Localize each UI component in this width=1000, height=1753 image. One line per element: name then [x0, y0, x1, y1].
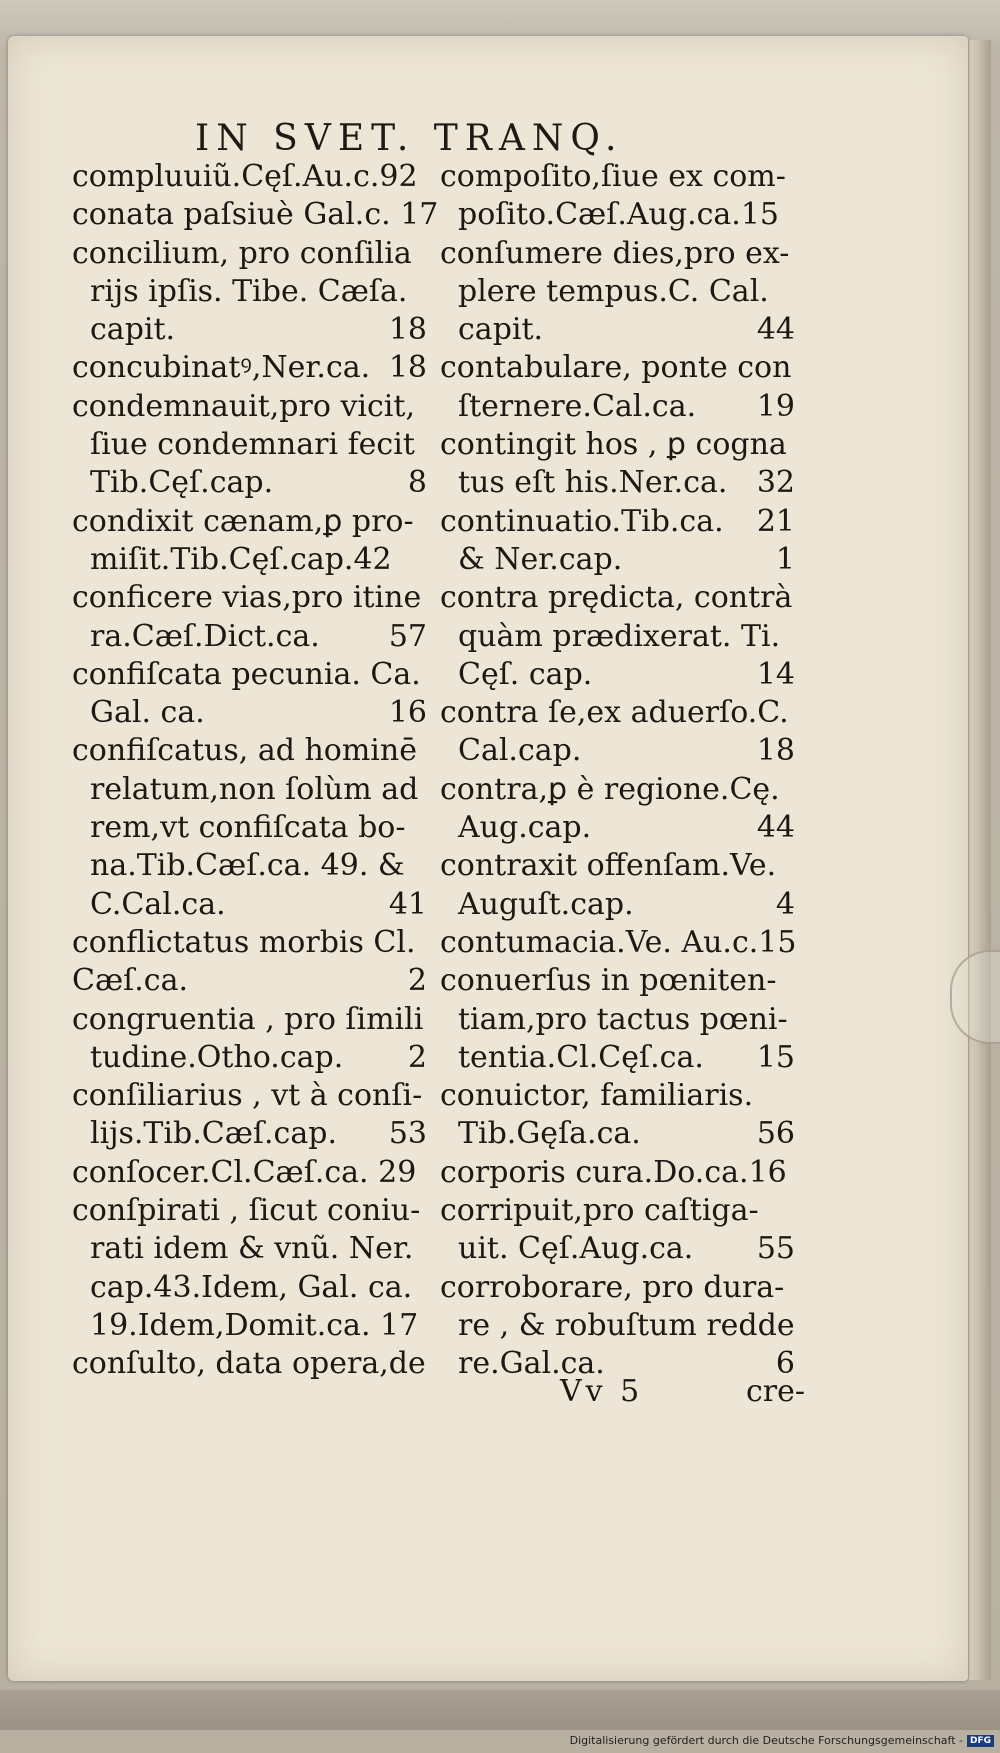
index-entry-line [440, 235, 795, 273]
running-header-text: IN SVET. TRANQ. [195, 118, 624, 159]
entry-text: conſumere dies,pro ex- [440, 235, 790, 271]
entry-text: tiam,pro tactus pœni- [458, 1001, 788, 1037]
dfg-logo: DFG [967, 1735, 994, 1747]
index-entry-line [440, 886, 795, 924]
index-entry-line [440, 618, 795, 656]
index-entry-line [440, 349, 795, 387]
index-entry-line [440, 426, 795, 464]
entry-text: Auguſt.cap. [458, 886, 634, 922]
index-entry-line [72, 273, 427, 311]
index-entry-line [440, 1077, 795, 1115]
entry-text: lijs.Tib.Cæſ.cap. [90, 1116, 337, 1152]
index-entry-line [72, 1115, 427, 1153]
entry-text: quàm prædixerat. Ti. [458, 618, 781, 654]
chapter-number: 41 [388, 886, 427, 922]
entry-text: & Ner.cap. [458, 541, 623, 577]
entry-text: corporis cura.Do.ca.16 [440, 1154, 787, 1190]
entry-text: tentia.Cl.Cęſ.ca. [458, 1039, 704, 1075]
chapter-number: 4 [775, 886, 795, 922]
entry-text: tus eſt his.Ner.ca. [458, 465, 728, 501]
entry-text: ſternere.Cal.ca. [458, 388, 697, 424]
index-entry-line [72, 656, 427, 694]
entry-text: confiſcatus, ad hominē [72, 733, 417, 769]
entry-text: contraxit offenſam.Ve. [440, 848, 777, 884]
entry-text: ra.Cæſ.Dict.ca. [90, 618, 320, 654]
entry-text: relatum,non ſolùm ad [90, 771, 419, 807]
entry-text: rijs ipſis. Tibe. Cæſa. [90, 273, 408, 309]
entry-text: C.Cal.ca. [90, 886, 226, 922]
entry-text: ſiue condemnari fecit [90, 427, 415, 463]
index-entry-line [72, 1269, 427, 1307]
entry-text: conuerſus in pœniten- [440, 963, 777, 999]
right-index-column [440, 158, 795, 1384]
entry-text: cap.43.Idem, Gal. ca. [90, 1269, 413, 1305]
index-entry-line [72, 464, 427, 502]
chapter-number: 21 [756, 503, 795, 539]
entry-text: condemnauit,pro vicit, [72, 388, 415, 424]
entry-text: rem,vt confiſcata bo- [90, 810, 406, 846]
index-entry-line [72, 311, 427, 349]
chapter-number: 53 [388, 1116, 427, 1152]
catchword: cre- [745, 1374, 805, 1409]
index-entry-line [440, 694, 795, 732]
entry-text: Gal. ca. [90, 695, 205, 731]
entry-text: na.Tib.Cæſ.ca. 49. & [90, 848, 405, 884]
chapter-number: 57 [388, 618, 427, 654]
index-entry-line [72, 694, 427, 732]
index-entry-line [72, 1039, 427, 1077]
chapter-number: 1 [775, 541, 795, 577]
index-entry-line [440, 464, 795, 502]
signature-mark: Vv 5 [560, 1374, 644, 1409]
index-entry-line [440, 158, 795, 196]
entry-text: contingit hos , ꝑ cogna [440, 427, 787, 463]
index-entry-line [72, 886, 427, 924]
digitization-credit [570, 1734, 994, 1747]
index-entry-line [440, 656, 795, 694]
entry-text: plere tempus.C. Cal. [458, 273, 769, 309]
entry-text: miſit.Tib.Cęſ.cap.42 [90, 541, 392, 577]
index-entry-line [72, 1192, 427, 1230]
index-entry-line [440, 1230, 795, 1268]
chapter-number: 18 [388, 312, 427, 348]
entry-text: Tib.Gęſa.ca. [458, 1116, 641, 1152]
entry-text: conſocer.Cl.Cæſ.ca. 29 [72, 1154, 417, 1190]
entry-text: poſito.Cæſ.Aug.ca.15 [458, 197, 780, 233]
index-entry-line [72, 426, 427, 464]
entry-text: conſiliarius , vt à conſi- [72, 1078, 423, 1114]
chapter-number: 14 [756, 656, 795, 692]
entry-text: contra prędicta, contrà [440, 580, 793, 616]
entry-text: re , & robuſtum redde [458, 1307, 795, 1343]
entry-text: Cal.cap. [458, 733, 582, 769]
index-entry-line [72, 962, 427, 1000]
entry-text: contumacia.Ve. Au.c.15 [440, 924, 797, 960]
index-entry-line [440, 732, 795, 770]
entry-text: re.Gal.ca. [458, 1346, 605, 1382]
index-entry-line [72, 579, 427, 617]
chapter-number: 8 [407, 465, 427, 501]
entry-text: compoſito,ſiue ex com- [440, 159, 786, 194]
entry-text: continuatio.Tib.ca. [440, 503, 724, 539]
index-entry-line [72, 1345, 427, 1383]
index-entry-line [72, 349, 427, 387]
entry-text: concubinatꝰ,Ner.ca. [72, 350, 371, 386]
entry-text: conſpirati , ſicut coniu- [72, 1193, 421, 1229]
index-entry-line [72, 1001, 427, 1039]
entry-text: capit. [90, 312, 176, 348]
chapter-number: 2 [407, 963, 427, 999]
entry-text: contabulare, ponte con [440, 350, 792, 386]
index-entry-line [72, 732, 427, 770]
index-entry-line [440, 809, 795, 847]
entry-text: rati idem & vnũ. Ner. [90, 1231, 414, 1267]
chapter-number: 6 [775, 1346, 795, 1382]
chapter-number: 18 [388, 350, 427, 386]
index-entry-line [440, 541, 795, 579]
index-entry-line [440, 503, 795, 541]
index-entry-line [440, 1001, 795, 1039]
chapter-number: 15 [756, 1039, 795, 1075]
index-entry-line [72, 503, 427, 541]
entry-text: corripuit,pro caſtiga- [440, 1193, 759, 1229]
index-entry-line [440, 1269, 795, 1307]
entry-text: tudine.Otho.cap. [90, 1039, 344, 1075]
index-entry-line [72, 809, 427, 847]
entry-text: confiſcata pecunia. Ca. [72, 656, 421, 692]
index-entry-line [72, 618, 427, 656]
chapter-number: 44 [756, 810, 795, 846]
index-entry-line [440, 1039, 795, 1077]
index-entry-line [440, 1154, 795, 1192]
entry-text: conficere vias,pro itine [72, 580, 422, 616]
entry-text: uit. Cęſ.Aug.ca. [458, 1231, 694, 1267]
index-entry-line [440, 771, 795, 809]
index-entry-line [440, 924, 795, 962]
entry-text: congruentia , pro ſimili [72, 1001, 424, 1037]
index-entry-line [440, 196, 795, 234]
entry-text: Tib.Cęſ.cap. [90, 465, 274, 501]
index-entry-line [72, 924, 427, 962]
index-entry-line [440, 1115, 795, 1153]
entry-text: condixit cænam,ꝑ pro- [72, 503, 414, 539]
entry-text: Cęſ. cap. [458, 656, 593, 692]
entry-text: capit. [458, 312, 544, 348]
entry-text: concilium, pro conſilia [72, 235, 412, 271]
index-entry-line [440, 388, 795, 426]
index-entry-line [72, 1307, 427, 1345]
entry-text: corroborare, pro dura- [440, 1269, 785, 1305]
index-entry-line [72, 235, 427, 273]
entry-text: compluuiũ.Cęſ.Au.c.92 [72, 159, 418, 194]
book-edge [968, 40, 991, 1680]
index-entry-line [440, 1307, 795, 1345]
index-entry-line [440, 962, 795, 1000]
entry-text: contra,ꝑ è regione.Cę. [440, 771, 780, 807]
index-entry-line [440, 847, 795, 885]
index-entry-line [440, 579, 795, 617]
index-entry-line [440, 311, 795, 349]
left-index-column [72, 158, 439, 1384]
entry-text: conflictatus morbis Cl. [72, 924, 416, 960]
entry-text: Aug.cap. [458, 810, 592, 846]
entry-text: Cæſ.ca. [72, 963, 189, 999]
index-entry-line [72, 1077, 427, 1115]
index-entry-line [72, 196, 439, 234]
index-entry-line [72, 771, 427, 809]
index-entry-line [72, 1230, 427, 1268]
chapter-number: 19 [756, 388, 795, 424]
entry-text: conuictor, familiaris. [440, 1078, 754, 1114]
chapter-number: 16 [388, 695, 427, 731]
scan-bottom-strip [0, 1690, 1000, 1730]
index-entry-line [72, 847, 427, 885]
chapter-number: 18 [756, 733, 795, 769]
chapter-number: 2 [407, 1039, 427, 1075]
credit-text: Digitalisierung gefördert durch die Deutsche Forschungsgemeinschaft - [569, 1734, 963, 1747]
entry-text: conſulto, data opera,de [72, 1346, 426, 1382]
index-entry-line [440, 273, 795, 311]
running-header [195, 118, 624, 159]
index-entry-line [72, 1154, 427, 1192]
index-entry-line [72, 158, 427, 196]
chapter-number: 56 [756, 1116, 795, 1152]
index-entry-line [440, 1192, 795, 1230]
index-entry-line [72, 541, 427, 579]
entry-text: conata paſsiuè Gal.c. 17 [72, 197, 439, 233]
entry-text: contra ſe,ex aduerſo.C. [440, 695, 789, 731]
index-entry-line [72, 388, 427, 426]
chapter-number: 44 [756, 312, 795, 348]
entry-text: 19.Idem,Domit.ca. 17 [90, 1307, 419, 1343]
chapter-number: 32 [756, 465, 795, 501]
chapter-number: 55 [756, 1231, 795, 1267]
